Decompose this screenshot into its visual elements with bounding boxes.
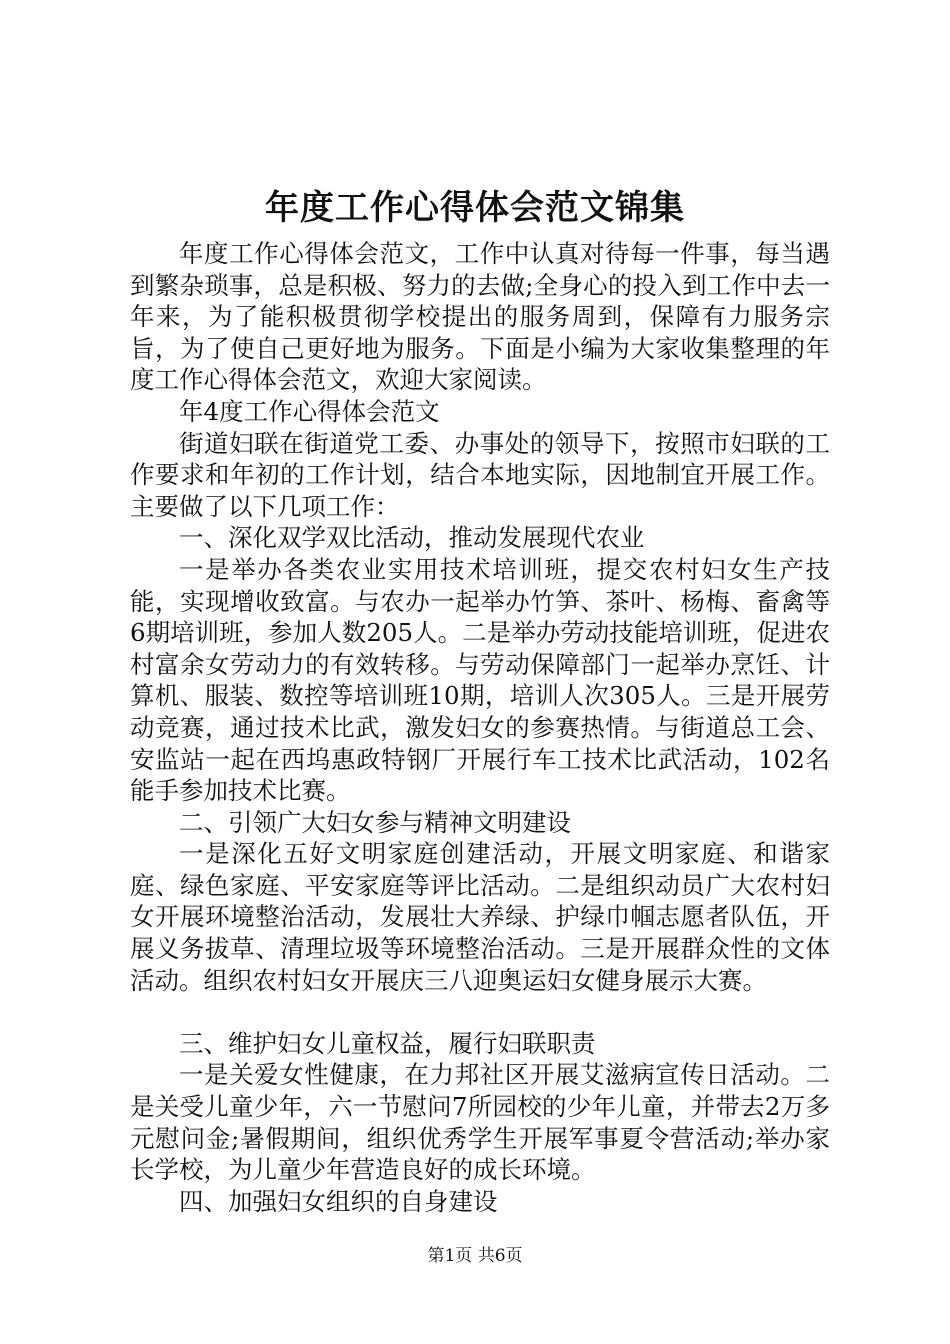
document-body	[130, 238, 830, 1217]
section-heading: 四、加强妇女组织的自身建设	[179, 1186, 498, 1216]
section-heading: 二、引领广大妇女参与精神文明建设	[179, 807, 571, 837]
section-heading: 年4度工作心得体会范文	[179, 396, 440, 426]
body-paragraph: 一是深化五好文明家庭创建活动，开展文明家庭、和谐家庭、绿色家庭、平安家庭等评比活动。二是组织动员广大农村妇女开展环境整治活动，发展壮大养绿、护绿巾帼志愿者队伍，开展义务拔草、清理垃圾等环境整治活动。三是开展群众性的文体活动。组织农村妇女开展庆三八迎奥运妇女健身展示大赛。	[130, 839, 830, 995]
section-heading: 三、维护妇女儿童权益，履行妇联职责	[179, 1028, 596, 1058]
intro-paragraph: 年度工作心得体会范文，工作中认真对待每一件事，每当遇到繁杂琐事，总是积极、努力的去做;全身心的投入到工作中去一年来，为了能积极贯彻学校提出的服务周到，保障有力服务宗旨，为了使自己更好地为服务。下面是小编为大家收集整理的年度工作心得体会范文，欢迎大家阅读。	[130, 239, 830, 395]
document-title: 年度工作心得体会范文锦集	[265, 188, 685, 228]
body-paragraph: 一是举办各类农业实用技术培训班，提交农村妇女生产技能，实现增收致富。与农办一起举办竹笋、茶叶、杨梅、畜禽等6期培训班，参加人数205人。二是举办劳动技能培训班，促进农村富余女劳动力的有效转移。与劳动保障部门一起举办烹饪、计算机、服装、数控等培训班10期，培训人次305人。三是开展劳动竞赛，通过技术比武，激发妇女的参赛热情。与街道总工会、安监站一起在西坞惠政特钢厂开展行车工技术比武活动，102名能手参加技术比赛。	[130, 554, 830, 806]
body-paragraph: 一是关爱女性健康，在力邦社区开展艾滋病宣传日活动。二是关受儿童少年，六一节慰问7所园校的少年儿童，并带去2万多元慰问金;暑假期间，组织优秀学生开展军事夏令营活动;举办家长学校，为儿童少年营造良好的成长环境。	[130, 1060, 830, 1185]
body-paragraph: 街道妇联在街道党工委、办事处的领导下，按照市妇联的工作要求和年初的工作计划，结合本地实际，因地制宜开展工作。主要做了以下几项工作：	[130, 428, 830, 521]
section-heading: 一、深化双学双比活动，推动发展现代农业	[179, 523, 645, 553]
page-number: 第1页 共6页	[427, 1246, 523, 1266]
